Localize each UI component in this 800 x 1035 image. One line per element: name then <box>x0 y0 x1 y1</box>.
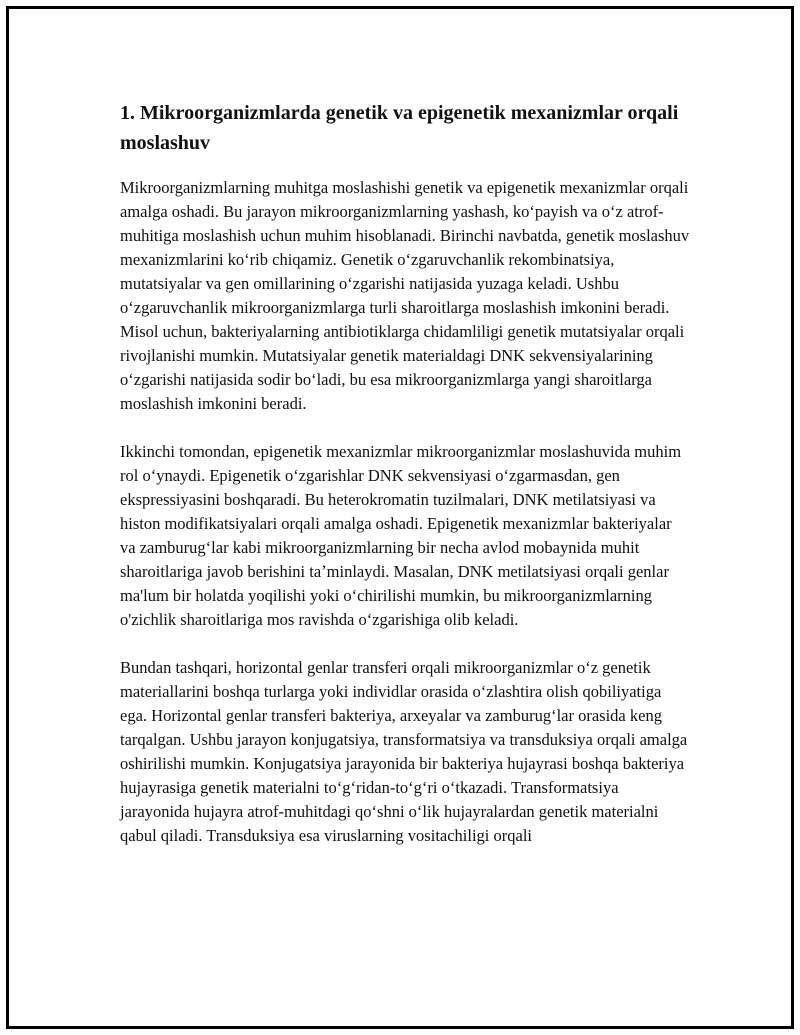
paragraph-horizontal-gene-transfer: Bundan tashqari, horizontal genlar transferi orqali mikroorganizmlar oʻz genetik materiallarini boshqa turlarga yoki individlar orasida oʻzlashtira olish qobiliyatiga ega. Horizontal genlar transferi bakteriya, arxeyalar va zamburugʻlar orasida keng tarqalgan. Ushbu jarayon konjugatsiya, transformatsiya va transduksiya orqali amalga oshirilishi mumkin. Konjugatsiya jarayonida bir bakteriya hujayrasi boshqa bakteriya hujayrasiga genetik materialni toʻgʻridan-toʻgʻri oʻtkazadi. Transformatsiya jarayonida hujayra atrof-muhitdagi qoʻshni oʻlik hujayralardan genetik materialni qabul qiladi. Transduksiya esa viruslarning vositachiligi orqali <box>120 658 688 845</box>
document-content <box>120 98 690 872</box>
document-page <box>6 6 794 1029</box>
paragraph-epigenetic-mechanisms: Ikkinchi tomondan, epigenetik mexanizmlar mikroorganizmlar moslashuvida muhim rol oʻynaydi. Epigenetik oʻzgarishlar DNK sekvensiyasi oʻzgarmasdan, gen ekspressiyasini boshqaradi. Bu heterokromatin tuzilmalari, DNK metilatsiyasi va histon modifikatsiyalari orqali amalga oshadi. Epigenetik mexanizmlar bakteriyalar va zamburugʻlar kabi mikroorganizmlarning bir necha avlod mobaynida muhit sharoitlariga javob berishini taʼminlaydi. Masalan, DNK metilatsiyasi orqali genlar ma'lum bir holatda yoqilishi yoki oʻchirilishi mumkin, bu mikroorganizmlarning o'zichlik sharoitlariga mos ravishda oʻzgarishiga olib keladi. <box>120 442 682 629</box>
section-heading: 1. Mikroorganizmlarda genetik va epigenetik mexanizmlar orqali moslashuv <box>120 102 679 154</box>
paragraph-genetic-adaptation: Mikroorganizmlarning muhitga moslashishi genetik va epigenetik mexanizmlar orqali amalga oshadi. Bu jarayon mikroorganizmlarning yashash, koʻpayish va oʻz atrof-muhitiga moslashish uchun muhim hisoblanadi. Birinchi navbatda, genetik moslashuv mexanizmlarini koʻrib chiqamiz. Genetik oʻzgaruvchanlik rekombinatsiya, mutatsiyalar va gen omillarining oʻzgarishi natijasida yuzaga keladi. Ushbu oʻzgaruvchanlik mikroorganizmlarga turli sharoitlarga moslashish imkonini beradi. Misol uchun, bakteriyalarning antibiotiklarga chidamliligi genetik mutatsiyalar orqali rivojlanishi mumkin. Mutatsiyalar genetik materialdagi DNK sekvensiyalarining oʻzgarishi natijasida sodir boʻladi, bu esa mikroorganizmlarga yangi sharoitlarga moslashish imkonini beradi. <box>120 178 690 413</box>
